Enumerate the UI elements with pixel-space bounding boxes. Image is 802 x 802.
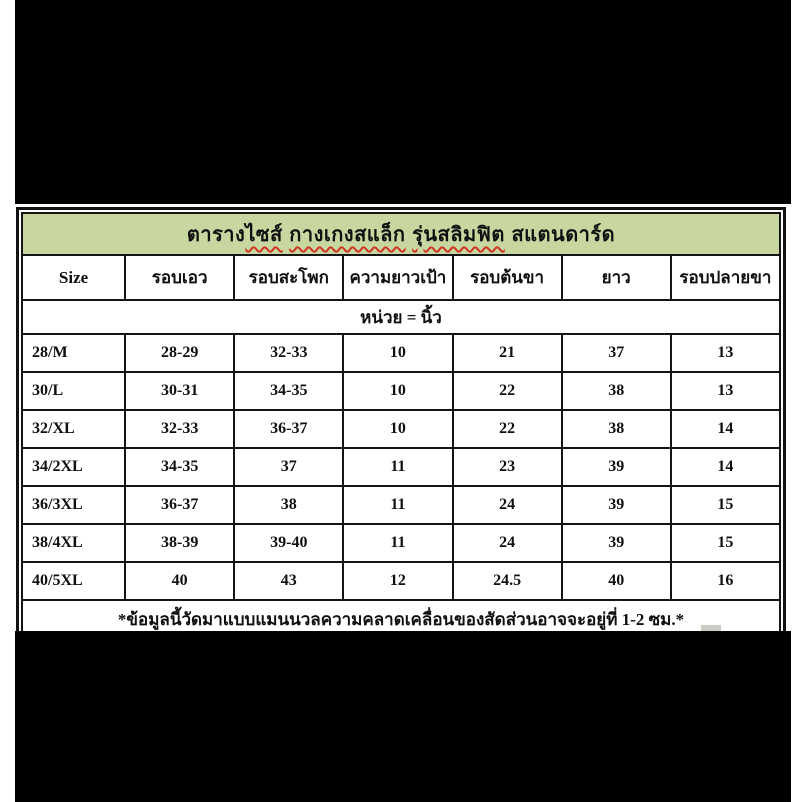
thigh-cell: 24.5	[453, 562, 562, 600]
size-cell: 38/4XL	[22, 524, 125, 562]
waist-cell: 32-33	[125, 410, 234, 448]
size-cell: 28/M	[22, 334, 125, 372]
length-cell: 37	[562, 334, 671, 372]
scrollbar-dash	[701, 625, 721, 631]
column-header-row	[22, 255, 780, 300]
length-cell: 39	[562, 448, 671, 486]
size-cell: 32/XL	[22, 410, 125, 448]
waist-cell: 36-37	[125, 486, 234, 524]
thigh-cell: 23	[453, 448, 562, 486]
table-title-row	[22, 213, 780, 255]
waist-cell: 34-35	[125, 448, 234, 486]
crotch-cell: 10	[343, 410, 452, 448]
col-header-waist: รอบเอว	[125, 255, 234, 300]
thigh-cell: 24	[453, 486, 562, 524]
col-header-hip: รอบสะโพก	[234, 255, 343, 300]
crotch-cell: 10	[343, 372, 452, 410]
size-chart-table	[16, 207, 786, 645]
title-segment-misspelled: ไซส์	[245, 224, 283, 246]
crotch-cell: 11	[343, 448, 452, 486]
size-cell: 40/5XL	[22, 562, 125, 600]
table-row	[22, 334, 780, 372]
bottom-black-band	[15, 631, 791, 802]
title-segment-misspelled: รุ่นสลิมฟิต	[412, 224, 505, 246]
hip-cell: 36-37	[234, 410, 343, 448]
crotch-cell: 10	[343, 334, 452, 372]
leg-opening-cell: 16	[671, 562, 780, 600]
thigh-cell: 24	[453, 524, 562, 562]
title-segment: ตาราง	[186, 224, 246, 246]
leg-opening-cell: 14	[671, 448, 780, 486]
col-header-leg-opening: รอบปลายขา	[671, 255, 780, 300]
crotch-cell: 11	[343, 524, 452, 562]
table-row	[22, 524, 780, 562]
waist-cell: 30-31	[125, 372, 234, 410]
length-cell: 39	[562, 524, 671, 562]
table-row	[22, 486, 780, 524]
title-segment: สแตนดาร์ด	[511, 224, 616, 246]
table-row	[22, 562, 780, 600]
unit-note: หน่วย = นิ้ว	[22, 300, 780, 334]
leg-opening-cell: 13	[671, 334, 780, 372]
table-row	[22, 410, 780, 448]
size-cell: 30/L	[22, 372, 125, 410]
crotch-cell: 12	[343, 562, 452, 600]
leg-opening-cell: 15	[671, 524, 780, 562]
hip-cell: 34-35	[234, 372, 343, 410]
length-cell: 39	[562, 486, 671, 524]
size-cell: 36/3XL	[22, 486, 125, 524]
col-header-size: Size	[22, 255, 125, 300]
table-title	[22, 213, 780, 255]
leg-opening-cell: 15	[671, 486, 780, 524]
length-cell: 38	[562, 372, 671, 410]
size-cell: 34/2XL	[22, 448, 125, 486]
crotch-cell: 11	[343, 486, 452, 524]
top-black-band	[15, 0, 791, 204]
col-header-length: ยาว	[562, 255, 671, 300]
hip-cell: 32-33	[234, 334, 343, 372]
unit-row	[22, 300, 780, 334]
hip-cell: 39-40	[234, 524, 343, 562]
waist-cell: 40	[125, 562, 234, 600]
length-cell: 38	[562, 410, 671, 448]
waist-cell: 28-29	[125, 334, 234, 372]
footnote: *ข้อมูลนี้วัดมาแบบแมนนวลความคลาดเคลื่อนของสัดส่วนอาจจะอยู่ที่ 1-2 ซม.*	[22, 600, 780, 639]
waist-cell: 38-39	[125, 524, 234, 562]
table-row	[22, 448, 780, 486]
table-row	[22, 372, 780, 410]
col-header-thigh: รอบต้นขา	[453, 255, 562, 300]
hip-cell: 38	[234, 486, 343, 524]
thigh-cell: 22	[453, 372, 562, 410]
leg-opening-cell: 14	[671, 410, 780, 448]
thigh-cell: 21	[453, 334, 562, 372]
leg-opening-cell: 13	[671, 372, 780, 410]
thigh-cell: 22	[453, 410, 562, 448]
length-cell: 40	[562, 562, 671, 600]
hip-cell: 37	[234, 448, 343, 486]
col-header-crotch-length: ความยาวเป้า	[343, 255, 452, 300]
hip-cell: 43	[234, 562, 343, 600]
title-segment-misspelled: กางเกงสแล็ก	[289, 224, 406, 246]
